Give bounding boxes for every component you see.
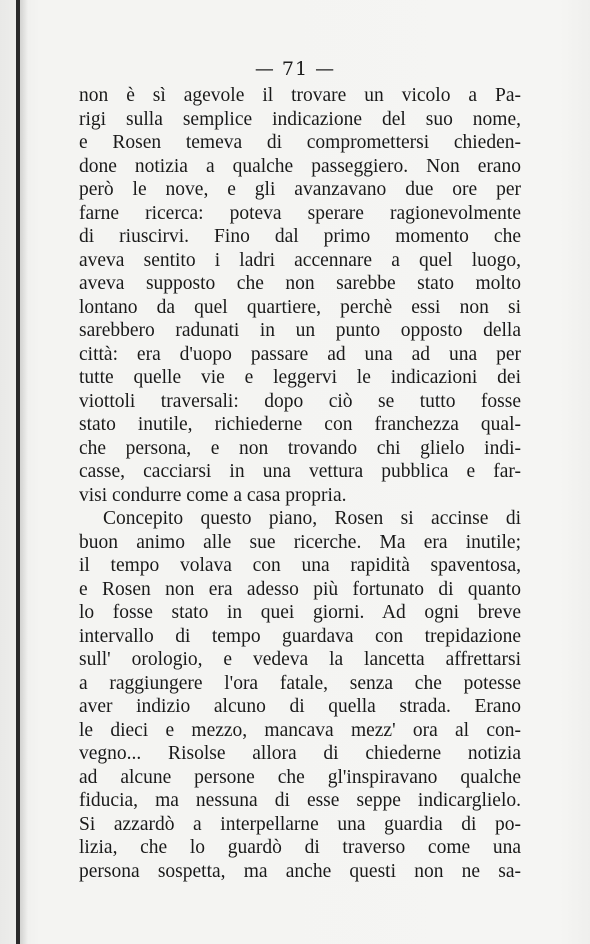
page-number: — 71 — bbox=[254, 58, 336, 80]
text-line: done notizia a qualche passeggiero. Non erano bbox=[79, 155, 521, 177]
text-line: aveva supposto che non sarebbe stato molto bbox=[79, 273, 521, 294]
text-line: e Rosen temeva di compromettersi chieden- bbox=[79, 132, 521, 153]
text-line: le dieci e mezzo, mancava mezz' ora al con- bbox=[79, 719, 521, 741]
text-line: rigi sulla semplice indicazione del suo nome, bbox=[79, 108, 521, 130]
text-line: città: era d'uopo passare ad una ad una per bbox=[79, 343, 521, 365]
text-line: di riuscirvi. Fino dal primo momento che bbox=[79, 226, 521, 247]
text-line: lo fosse stato in quei giorni. Ad ogni breve bbox=[79, 602, 521, 623]
text-line: sull' orologio, e vedeva la lancetta affrettarsi bbox=[79, 649, 521, 670]
text-line: aveva sentito i ladri accennare a quel luogo, bbox=[79, 249, 521, 271]
text-line: stato inutile, richiederne con franchezza qual- bbox=[79, 414, 521, 435]
text-line: lizia, che lo guardò di traverso come una bbox=[79, 837, 521, 858]
text-line: sarebbero radunati in un punto opposto della bbox=[79, 320, 521, 341]
text-line: vegno... Risolse allora di chiederne notizia bbox=[79, 743, 521, 764]
text-line: viottoli traversali: dopo ciò se tutto fosse bbox=[79, 390, 521, 412]
text-line: che persona, e non trovando chi glielo indi- bbox=[79, 437, 521, 459]
text-line: casse, cacciarsi in una vettura pubblica e far- bbox=[79, 461, 521, 482]
text-line: intervallo di tempo guardava con trepidazione bbox=[79, 625, 521, 647]
text-line: a raggiungere l'ora fatale, senza che potesse bbox=[79, 672, 521, 694]
paragraph-end-line: visi condurre come a casa propria. bbox=[79, 484, 347, 506]
body-text bbox=[79, 84, 521, 883]
text-line: però le nove, e gli avanzavano due ore per bbox=[79, 179, 521, 200]
text-line: tutte quelle vie e leggervi le indicazioni dei bbox=[79, 367, 521, 388]
text-line: farne ricerca: poteva sperare ragionevolmente bbox=[79, 202, 521, 224]
text-line: Si azzardò a interpellarne una guardia di po- bbox=[79, 813, 521, 835]
text-line: non è sì agevole il trovare un vicolo a Pa- bbox=[79, 85, 521, 106]
text-line: persona sospetta, ma anche questi non ne sa- bbox=[79, 860, 521, 882]
text-line: e Rosen non era adesso più fortunato di quanto bbox=[79, 578, 521, 600]
text-line: lontano da quel quartiere, perchè essi non si bbox=[79, 296, 521, 318]
text-line: il tempo volava con una rapidità spaventosa, bbox=[79, 555, 521, 576]
text-line: aver indizio alcuno di quella strada. Erano bbox=[79, 696, 521, 717]
text-line: fiducia, ma nessuna di esse seppe indicarglielo. bbox=[79, 790, 521, 811]
text-line: buon animo alle sue ricerche. Ma era inutile; bbox=[79, 531, 521, 553]
binding-shadow bbox=[20, 0, 28, 944]
paragraph-start-line: Concepito questo piano, Rosen si accinse di bbox=[103, 508, 521, 529]
text-line: ad alcune persone che gl'inspiravano qualche bbox=[79, 766, 521, 788]
